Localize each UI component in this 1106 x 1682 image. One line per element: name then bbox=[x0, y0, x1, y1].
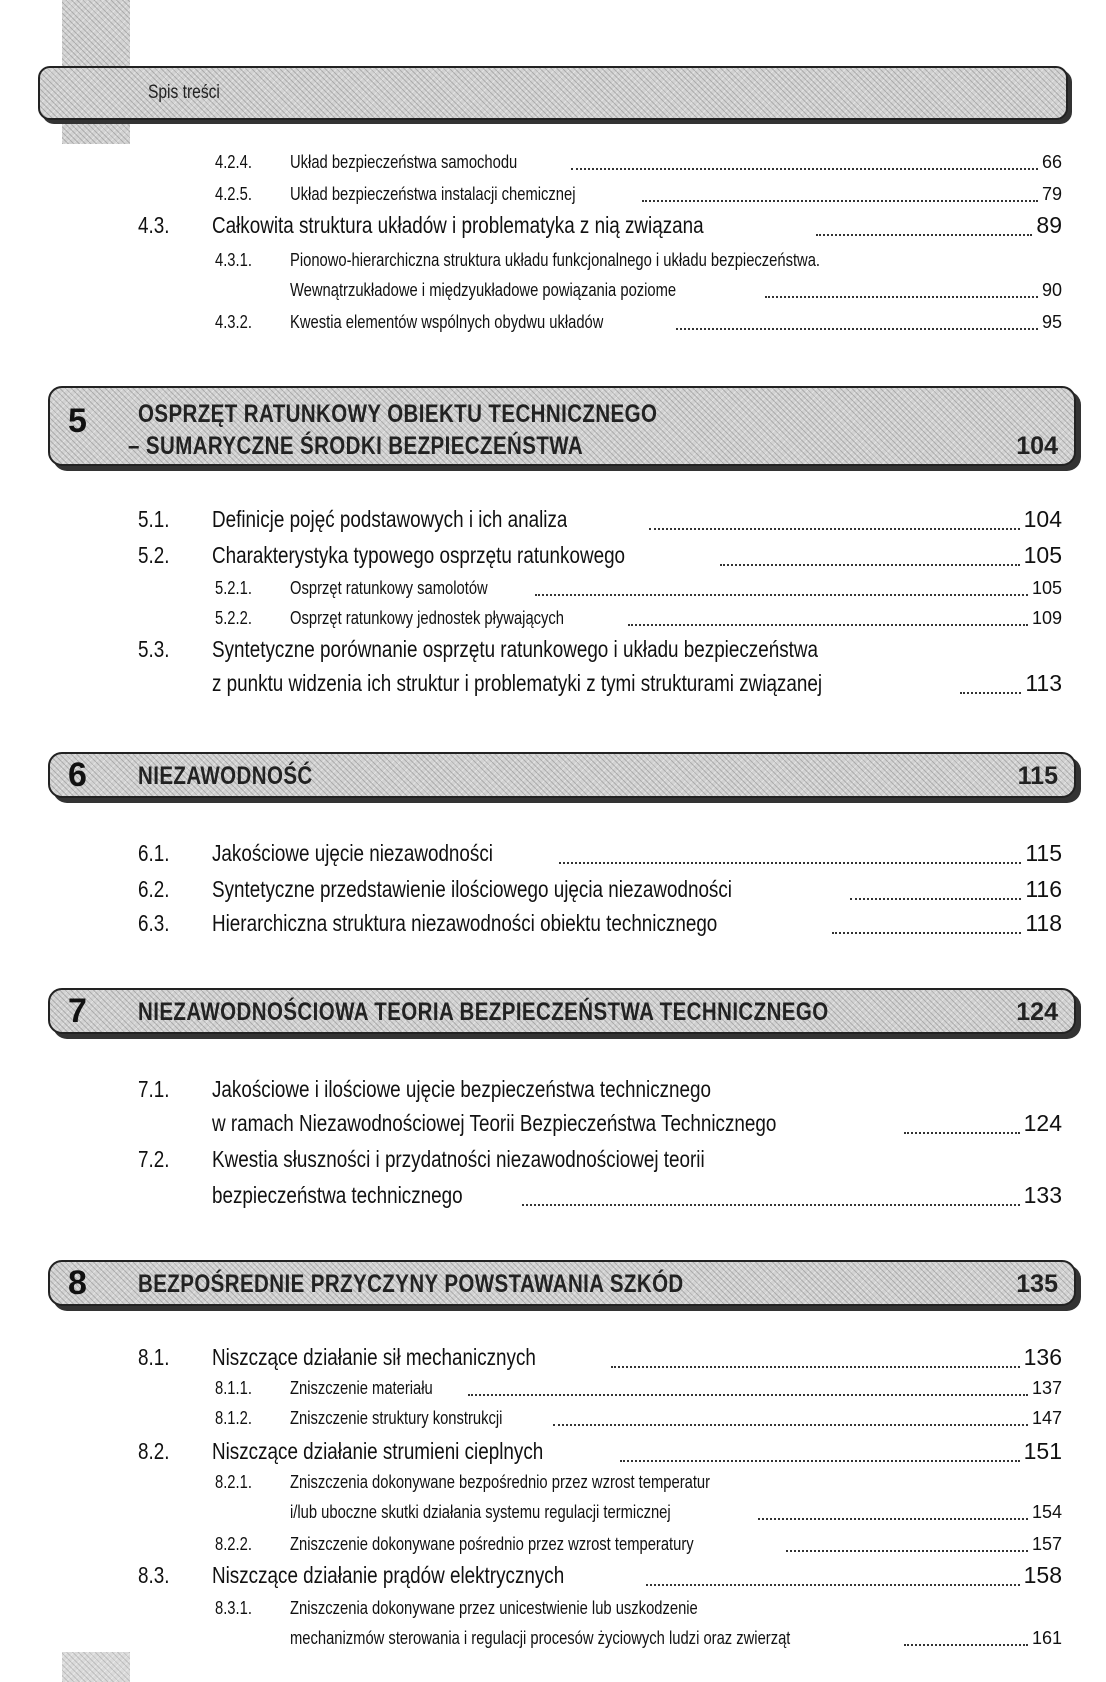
entry-text: Kwestia słuszności i przydatności niezawodnościowej teorii bbox=[212, 1146, 705, 1172]
entry-number: 5.2. bbox=[138, 542, 170, 568]
entry-number: 5.2.1. bbox=[215, 578, 252, 598]
toc-entry-5-3-cont[interactable] bbox=[212, 670, 1062, 697]
entry-page: 161 bbox=[1031, 1628, 1062, 1648]
entry-number: 8.2.2. bbox=[215, 1534, 252, 1554]
entry-text: Całkowita struktura układów i problematyka z nią związana bbox=[212, 212, 704, 238]
entry-text: Zniszczenia dokonywane bezpośrednio przez wzrost temperatur bbox=[290, 1472, 711, 1492]
chapter-number: 5 bbox=[68, 402, 87, 440]
chapter-number: 8 bbox=[68, 1264, 87, 1302]
entry-page: 105 bbox=[1023, 542, 1062, 568]
toc-entry-5-2-2[interactable] bbox=[215, 608, 1062, 629]
toc-entry-8-3-1-cont[interactable] bbox=[290, 1628, 1062, 1649]
dot-leader bbox=[628, 623, 1028, 626]
dot-leader bbox=[786, 1549, 1028, 1552]
entry-text-line2: Wewnątrzukładowe i międzyukładowe powiązania poziome bbox=[290, 280, 677, 300]
entry-text-line2: w ramach Niezawodnościowej Teorii Bezpieczeństwa Technicznego bbox=[212, 1110, 777, 1136]
toc-entry-5-2[interactable] bbox=[138, 542, 1062, 569]
entry-text: Zniszczenia dokonywane przez unicestwienie lub uszkodzenie bbox=[290, 1598, 698, 1618]
dot-leader bbox=[960, 691, 1021, 694]
toc-entry-6-1[interactable] bbox=[138, 840, 1062, 867]
dot-leader bbox=[720, 563, 1020, 566]
chapter-page: 104 bbox=[1016, 432, 1058, 460]
chapter-page: 115 bbox=[1017, 762, 1058, 790]
chapter-7-banner[interactable] bbox=[48, 988, 1076, 1034]
dot-leader bbox=[904, 1643, 1028, 1646]
entry-number: 8.1.1. bbox=[215, 1378, 252, 1398]
entry-text: Niszczące działanie strumieni cieplnych bbox=[212, 1438, 544, 1464]
dot-leader bbox=[904, 1131, 1019, 1134]
dot-leader bbox=[559, 861, 1022, 864]
toc-entry-4-2-4[interactable] bbox=[215, 152, 1062, 173]
entry-text: Syntetyczne porównanie osprzętu ratunkowego i układu bezpieczeństwa bbox=[212, 636, 818, 662]
toc-entry-4-3-1[interactable] bbox=[215, 250, 1062, 271]
entry-page: 104 bbox=[1023, 506, 1062, 532]
entry-page: 109 bbox=[1031, 608, 1062, 628]
toc-entry-8-3[interactable] bbox=[138, 1562, 1062, 1589]
entry-text: Syntetyczne przedstawienie ilościowego ujęcia niezawodności bbox=[212, 876, 732, 902]
toc-header bbox=[38, 66, 1068, 120]
entry-text: Pionowo-hierarchiczna struktura układu funkcjonalnego i układu bezpieczeństwa. bbox=[290, 250, 821, 270]
toc-entry-5-3[interactable] bbox=[138, 636, 1062, 663]
entry-page: 151 bbox=[1023, 1438, 1062, 1464]
entry-number: 5.3. bbox=[138, 636, 170, 662]
entry-text: Kwestia elementów wspólnych obydwu układów bbox=[290, 312, 604, 332]
entry-page: 136 bbox=[1023, 1344, 1062, 1370]
chapter-title-line1: BEZPOŚREDNIE PRZYCZYNY POWSTAWANIA SZKÓD bbox=[138, 1270, 684, 1298]
toc-entry-4-3-1-cont[interactable] bbox=[290, 280, 1062, 301]
entry-page: 158 bbox=[1023, 1562, 1062, 1588]
dot-leader bbox=[646, 1583, 1020, 1586]
chapter-number: 7 bbox=[68, 992, 87, 1030]
toc-entry-7-1[interactable] bbox=[138, 1076, 1062, 1103]
page-title: Spis treści bbox=[148, 82, 220, 103]
toc-entry-8-2-1[interactable] bbox=[215, 1472, 1062, 1493]
entry-text-line2: bezpieczeństwa technicznego bbox=[212, 1182, 463, 1208]
dot-leader bbox=[676, 327, 1038, 330]
toc-entry-8-1-2[interactable] bbox=[215, 1408, 1062, 1429]
toc-entry-7-1-cont[interactable] bbox=[212, 1110, 1062, 1137]
chapter-number: 6 bbox=[68, 756, 87, 794]
dot-leader bbox=[765, 295, 1038, 298]
entry-text: Charakterystyka typowego osprzętu ratunkowego bbox=[212, 542, 626, 568]
toc-entry-8-1[interactable] bbox=[138, 1344, 1062, 1371]
chapter-title-line1: NIEZAWODNOŚCIOWA TEORIA BEZPIECZEŃSTWA TECHNICZNEGO bbox=[138, 998, 829, 1026]
toc-entry-7-2[interactable] bbox=[138, 1146, 1062, 1173]
entry-page: 124 bbox=[1023, 1110, 1062, 1136]
entry-text: Zniszczenie materiału bbox=[290, 1378, 433, 1398]
entry-number: 8.1.2. bbox=[215, 1408, 252, 1428]
entry-page: 116 bbox=[1025, 876, 1062, 902]
entry-number: 5.1. bbox=[138, 506, 170, 532]
entry-page: 154 bbox=[1031, 1502, 1062, 1522]
dot-leader bbox=[816, 233, 1033, 236]
entry-page: 133 bbox=[1023, 1182, 1062, 1208]
entry-page: 115 bbox=[1025, 840, 1062, 866]
entry-text-line2: i/lub uboczne skutki działania systemu regulacji termicznej bbox=[290, 1502, 671, 1522]
entry-number: 5.2.2. bbox=[215, 608, 252, 628]
entry-number: 7.2. bbox=[138, 1146, 170, 1172]
chapter-title-line2: – SUMARYCZNE ŚRODKI BEZPIECZEŃSTWA bbox=[128, 432, 584, 460]
entry-text: Niszczące działanie prądów elektrycznych bbox=[212, 1562, 565, 1588]
entry-number: 6.3. bbox=[138, 910, 170, 936]
toc-entry-8-1-1[interactable] bbox=[215, 1378, 1062, 1399]
toc-entry-8-2-2[interactable] bbox=[215, 1534, 1062, 1555]
entry-text: Zniszczenie dokonywane pośrednio przez wzrost temperatury bbox=[290, 1534, 694, 1554]
chapter-title-line1: NIEZAWODNOŚĆ bbox=[138, 762, 313, 790]
entry-number: 4.3.2. bbox=[215, 312, 252, 332]
entry-text: Jakościowe ujęcie niezawodności bbox=[212, 840, 493, 866]
entry-number: 8.2.1. bbox=[215, 1472, 252, 1492]
toc-entry-6-2[interactable] bbox=[138, 876, 1062, 903]
dot-leader bbox=[642, 199, 1038, 202]
entry-number: 8.2. bbox=[138, 1438, 170, 1464]
toc-entry-4-3-2[interactable] bbox=[215, 312, 1062, 333]
corner-decoration-bottom bbox=[62, 1652, 130, 1682]
entry-text: Układ bezpieczeństwa instalacji chemicznej bbox=[290, 184, 576, 204]
dot-leader bbox=[832, 931, 1021, 934]
toc-entry-8-2-1-cont[interactable] bbox=[290, 1502, 1062, 1523]
toc-entry-8-2[interactable] bbox=[138, 1438, 1062, 1465]
dot-leader bbox=[758, 1517, 1028, 1520]
entry-number: 8.3. bbox=[138, 1562, 170, 1588]
dot-leader bbox=[571, 167, 1038, 170]
entry-text: Osprzęt ratunkowy samolotów bbox=[290, 578, 488, 598]
toc-entry-6-3[interactable] bbox=[138, 910, 1062, 937]
dot-leader bbox=[850, 897, 1021, 900]
entry-number: 4.2.4. bbox=[215, 152, 252, 172]
entry-number: 8.3.1. bbox=[215, 1598, 252, 1618]
entry-page: 118 bbox=[1025, 910, 1062, 936]
toc-entry-5-1[interactable] bbox=[138, 506, 1062, 533]
dot-leader bbox=[649, 527, 1019, 530]
entry-text: Hierarchiczna struktura niezawodności obiektu technicznego bbox=[212, 910, 718, 936]
entry-text: Jakościowe i ilościowe ujęcie bezpieczeństwa technicznego bbox=[212, 1076, 712, 1102]
toc-entry-7-2-cont[interactable] bbox=[212, 1182, 1062, 1209]
entry-page: 113 bbox=[1025, 670, 1062, 696]
dot-leader bbox=[553, 1423, 1028, 1426]
toc-entry-4-3[interactable] bbox=[138, 212, 1062, 239]
entry-text: Niszczące działanie sił mechanicznych bbox=[212, 1344, 536, 1370]
entry-number: 8.1. bbox=[138, 1344, 170, 1370]
toc-entry-4-2-5[interactable] bbox=[215, 184, 1062, 205]
entry-page: 79 bbox=[1041, 184, 1062, 204]
entry-text-line2: mechanizmów sterowania i regulacji procesów życiowych ludzi oraz zwierząt bbox=[290, 1628, 791, 1648]
entry-page: 105 bbox=[1031, 578, 1062, 598]
chapter-8-banner[interactable] bbox=[48, 1260, 1076, 1306]
entry-number: 6.2. bbox=[138, 876, 170, 902]
dot-leader bbox=[620, 1459, 1020, 1462]
dot-leader bbox=[468, 1393, 1028, 1396]
entry-text: Układ bezpieczeństwa samochodu bbox=[290, 152, 518, 172]
entry-number: 7.1. bbox=[138, 1076, 170, 1102]
toc-entry-8-3-1[interactable] bbox=[215, 1598, 1062, 1619]
toc-entry-5-2-1[interactable] bbox=[215, 578, 1062, 599]
chapter-title-line1: OSPRZĘT RATUNKOWY OBIEKTU TECHNICZNEGO bbox=[138, 400, 658, 428]
chapter-5-banner[interactable] bbox=[48, 386, 1076, 466]
dot-leader bbox=[522, 1203, 1020, 1206]
entry-number: 4.3.1. bbox=[215, 250, 252, 270]
entry-page: 66 bbox=[1041, 152, 1062, 172]
entry-text: Definicje pojęć podstawowych i ich analiza bbox=[212, 506, 568, 532]
entry-page: 157 bbox=[1031, 1534, 1062, 1554]
chapter-page: 135 bbox=[1016, 1270, 1058, 1298]
entry-page: 89 bbox=[1036, 212, 1062, 238]
entry-page: 95 bbox=[1041, 312, 1062, 332]
entry-text: Zniszczenie struktury konstrukcji bbox=[290, 1408, 503, 1428]
dot-leader bbox=[535, 593, 1028, 596]
entry-page: 90 bbox=[1041, 280, 1062, 300]
entry-text-line2: z punktu widzenia ich struktur i problematyki z tymi strukturami związanej bbox=[212, 670, 823, 696]
entry-page: 137 bbox=[1031, 1378, 1062, 1398]
chapter-page: 124 bbox=[1016, 998, 1058, 1026]
dot-leader bbox=[611, 1365, 1020, 1368]
entry-page: 147 bbox=[1031, 1408, 1062, 1428]
entry-number: 6.1. bbox=[138, 840, 170, 866]
entry-number: 4.2.5. bbox=[215, 184, 252, 204]
entry-text: Osprzęt ratunkowy jednostek pływających bbox=[290, 608, 565, 628]
entry-number: 4.3. bbox=[138, 212, 170, 238]
chapter-6-banner[interactable] bbox=[48, 752, 1076, 798]
